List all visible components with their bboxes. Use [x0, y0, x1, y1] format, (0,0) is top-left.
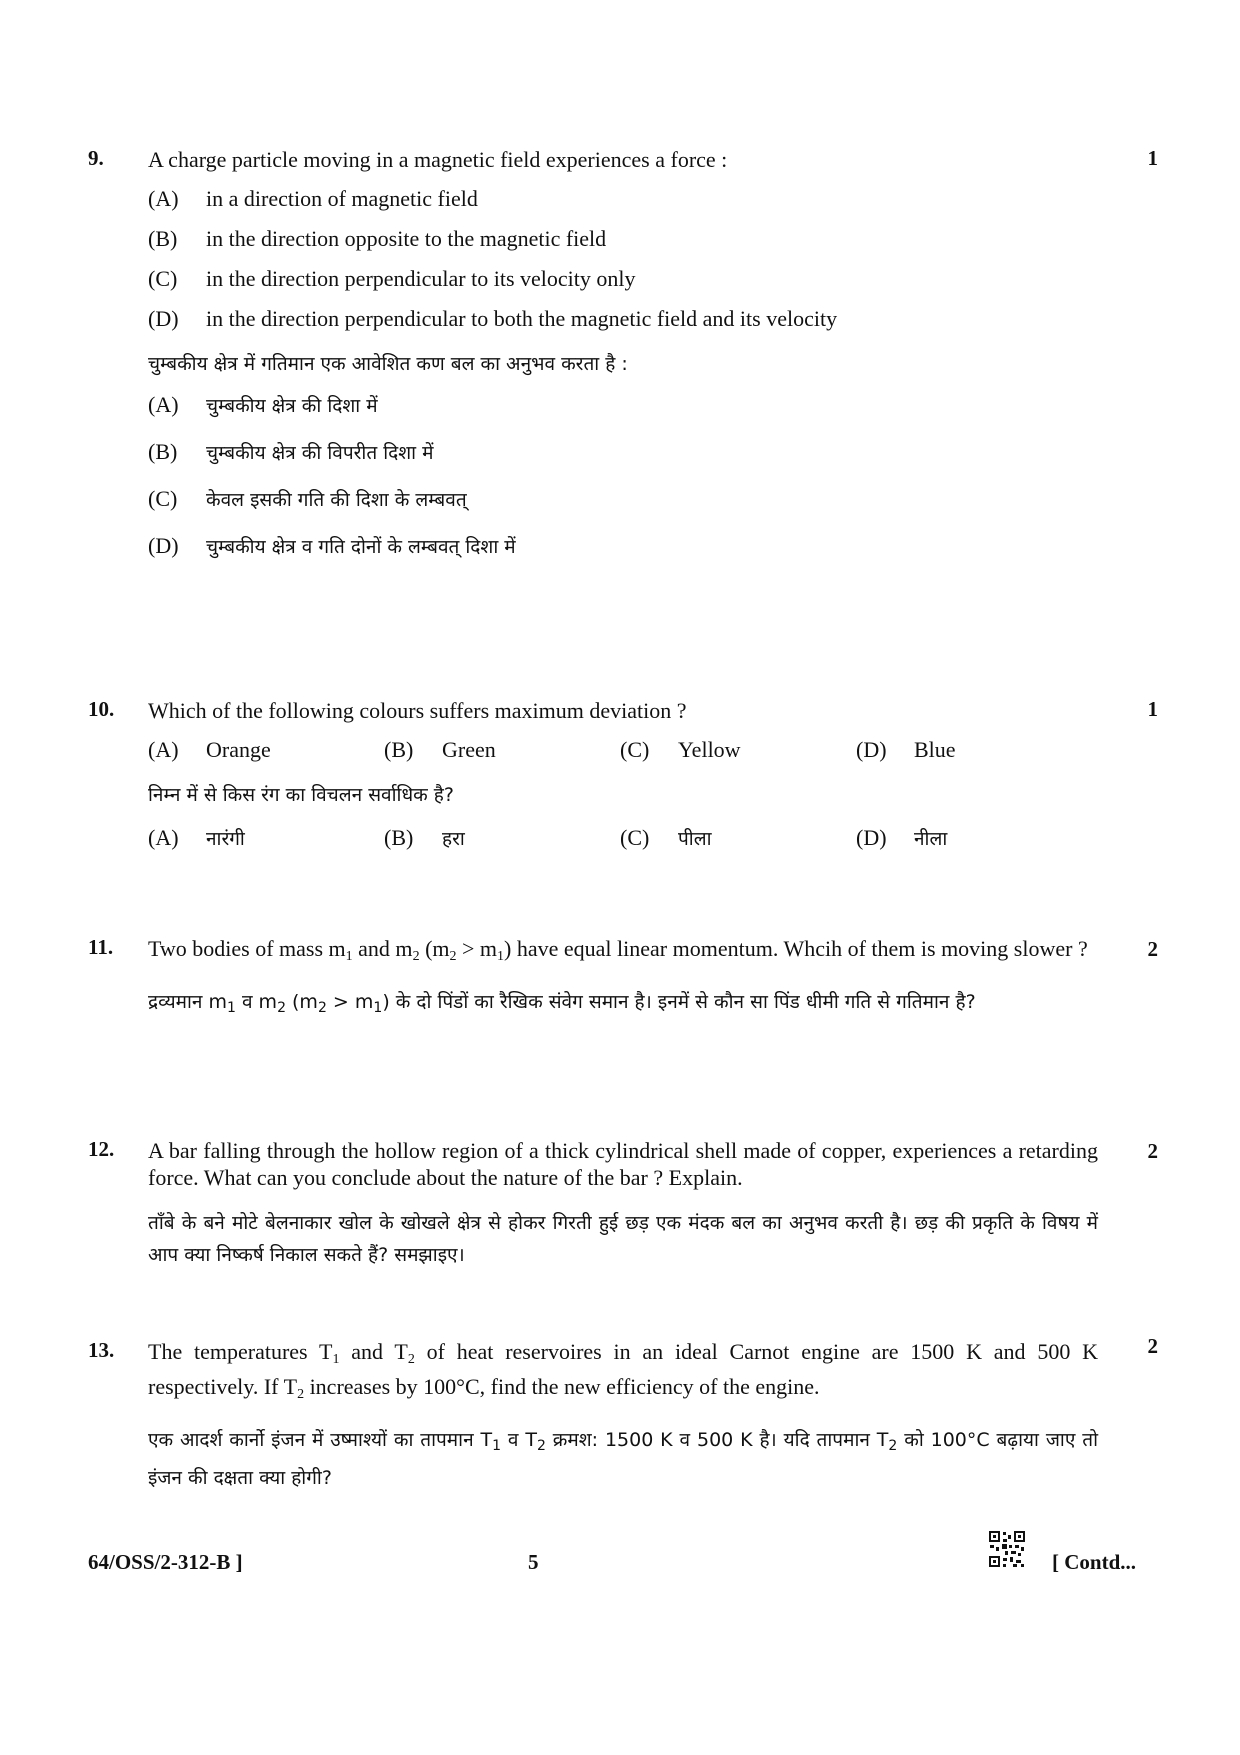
- option-d-en: (D) in the direction perpendicular to both the magnetic field and its velocity: [148, 306, 838, 331]
- qr-code-icon: [988, 1530, 1026, 1568]
- option-c-en: (C) in the direction perpendicular to its velocity only: [148, 266, 636, 291]
- question-number: 13.: [88, 1338, 115, 1362]
- question-12: [88, 1137, 1158, 1271]
- option-a-en: (A) in a direction of magnetic field: [148, 186, 478, 211]
- options-en: [148, 737, 1098, 779]
- question-number: 9.: [88, 146, 104, 170]
- question-marks: 1: [1147, 697, 1158, 721]
- question-11: [88, 935, 1158, 1024]
- question-marks: 2: [1147, 937, 1158, 961]
- question-number: 12.: [88, 1137, 115, 1161]
- option-c-en: (C) Yellow: [620, 737, 741, 762]
- question-marks: 1: [1147, 146, 1158, 170]
- question-text-en: Two bodies of mass $m_1$ and $m_2$ $(m_2 > m_1)$ have equal linear momentum. Whcih of them is moving slower ?: [148, 936, 1088, 964]
- option-b-en: (B) in the direction opposite to the magnetic field: [148, 226, 607, 251]
- question-9: [88, 146, 1158, 580]
- option-d-en: (D) Blue: [856, 737, 956, 762]
- question-number: 10.: [88, 697, 115, 721]
- option-b-en: (B) Green: [384, 737, 496, 762]
- option-c-hi: (C) पीला: [620, 825, 712, 850]
- option-d-hi: (D) चुम्बकीय क्षेत्र व गति दोनों के लम्बवत् दिशा में: [148, 533, 516, 558]
- question-text-hi: निम्न में से किस रंग का विचलन सर्वाधिक है?: [148, 784, 454, 806]
- question-marks: 2: [1147, 1139, 1158, 1163]
- option-b-hi: (B) हरा: [384, 825, 465, 850]
- question-text-hi: ताँबे के बने मोटे बेलनाकार खोल के खोखले क्षेत्र से होकर गिरती हुई छड़ एक मंदक बल का अनुभव करती है। छड़ की प्रकृति के विषय में आप क्या निष्कर्ष निकाल सकते हैं? समझाइए।: [148, 1212, 1098, 1266]
- question-marks: 2: [1147, 1334, 1158, 1358]
- option-c-hi: (C) केवल इसकी गति की दिशा के लम्बवत्: [148, 486, 467, 511]
- question-text-hi: चुम्बकीय क्षेत्र में गतिमान एक आवेशित कण बल का अनुभव करता है :: [148, 353, 628, 375]
- option-a-hi: (A) नारंगी: [148, 825, 245, 850]
- paper-code: 64/OSS/2-312-B ]: [88, 1550, 243, 1574]
- option-b-hi: (B) चुम्बकीय क्षेत्र की विपरीत दिशा में: [148, 439, 434, 464]
- question-number: 11.: [88, 935, 114, 959]
- option-d-hi: (D) नीला: [856, 825, 948, 850]
- question-text-en: A bar falling through the hollow region of a thick cylindrical shell made of copper, experiences a retarding force. What can you conclude about the nature of the bar ? Explain.: [148, 1138, 1098, 1190]
- page-number: 5: [528, 1550, 539, 1574]
- question-text-hi: द्रव्यमान $m_1$ व $m_2$ $(m_2 > m_1)$ के दो पिंडों का रैखिक संवेग समान है। इनमें से कौन सा पिंड धीमी गति से गतिमान है?: [148, 991, 976, 1016]
- continued-label: [ Contd...: [1052, 1550, 1137, 1574]
- option-a-en: (A) Orange: [148, 737, 271, 762]
- question-text-en: The temperatures $T_1$ and $T_2$ of heat reservoires in an ideal Carnot engine are 1500 K and 500 K respectively. If $T_2$ increases by 100°C, find the new efficiency of the engine.: [148, 1339, 1098, 1402]
- options-hi: [148, 825, 1098, 851]
- question-text-hi: एक आदर्श कार्नो इंजन में उष्माश्यों का तापमान $T_1$ व $T_2$ क्रमश: 1500 K व 500 K है। यदि तापमान $T_2$ को 100°C बढ़ाया जाए तो इंजन की दक्षता क्या होगी?: [148, 1429, 1098, 1489]
- question-10: [88, 697, 1158, 851]
- question-text-en: Which of the following colours suffers maximum deviation ?: [148, 698, 687, 723]
- option-a-hi: (A) चुम्बकीय क्षेत्र की दिशा में: [148, 392, 378, 417]
- question-13: [88, 1334, 1158, 1494]
- question-text-en: A charge particle moving in a magnetic field experiences a force :: [148, 147, 728, 172]
